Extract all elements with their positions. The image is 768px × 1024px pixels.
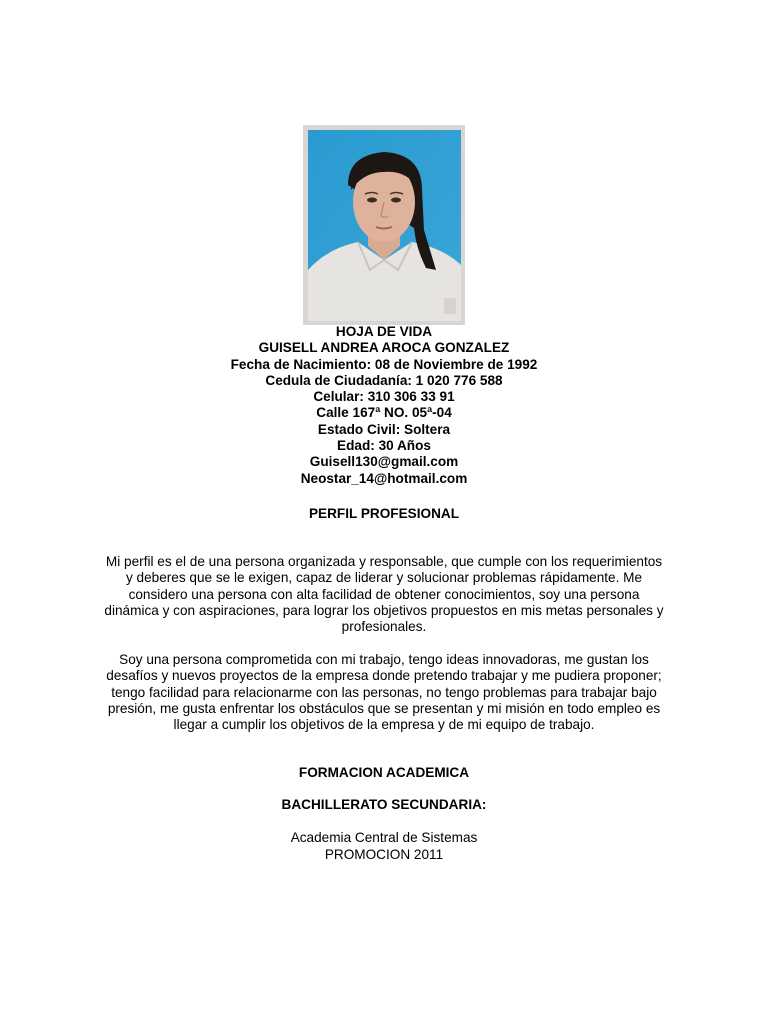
email-primary: Guisell130@gmail.com: [309, 454, 459, 470]
civil-status: Estado Civil: Soltera: [317, 421, 451, 437]
profile-heading: PERFIL PROFESIONAL: [308, 506, 460, 521]
age: Edad: 30 Años: [337, 438, 431, 454]
profile-paragraph-2: Soy una persona comprometida con mi trabajo, tengo ideas innovadoras, me gustan los desafíos y nuevos proyectos de la empresa donde pretendo trabajar y me pudiera proponer; tengo facilidad para relacionarme con las personas, no tengo problemas para trabajar bajo presión, me gusta enfrentar los obstáculos que se presentan y mi misión en todo empleo es llegar a cumplir los objetivos de la empresa y de mi equipo de trabajo.: [106, 652, 662, 733]
education-heading: FORMACION ACADEMICA: [298, 765, 470, 780]
phone-number: Celular: 310 306 33 91: [313, 389, 455, 405]
full-name: GUISELL ANDREA AROCA GONZALEZ: [258, 340, 510, 356]
profile-photo-frame: [303, 125, 465, 325]
address: Calle 167ª NO. 05ª-04: [316, 405, 452, 421]
profile-paragraph-1: Mi perfil es el de una persona organizada y responsable, que cumple con los requerimientos y deberes que se le exigen, capaz de liderar y solucionar problemas rápidamente. Me considero una persona con alta facilidad de obtener conocimientos, soy una persona dinámica y con aspiraciones, para lograr los objetivos propuestos en mis metas personales y profesionales.: [104, 554, 664, 635]
education-level: BACHILLERATO SECUNDARIA:: [281, 797, 487, 812]
education-institution: Academia Central de Sistemas: [290, 830, 478, 845]
education-graduation: PROMOCION 2011: [324, 847, 444, 862]
id-card-number: Cedula de Ciudadanía: 1 020 776 588: [265, 372, 503, 388]
document-title: HOJA DE VIDA: [335, 324, 433, 339]
profile-photo: [308, 130, 461, 321]
contact-header: [0, 324, 768, 487]
birth-date: Fecha de Nacimiento: 08 de Noviembre de 1992: [230, 356, 538, 372]
email-secondary: Neostar_14@hotmail.com: [300, 470, 468, 486]
